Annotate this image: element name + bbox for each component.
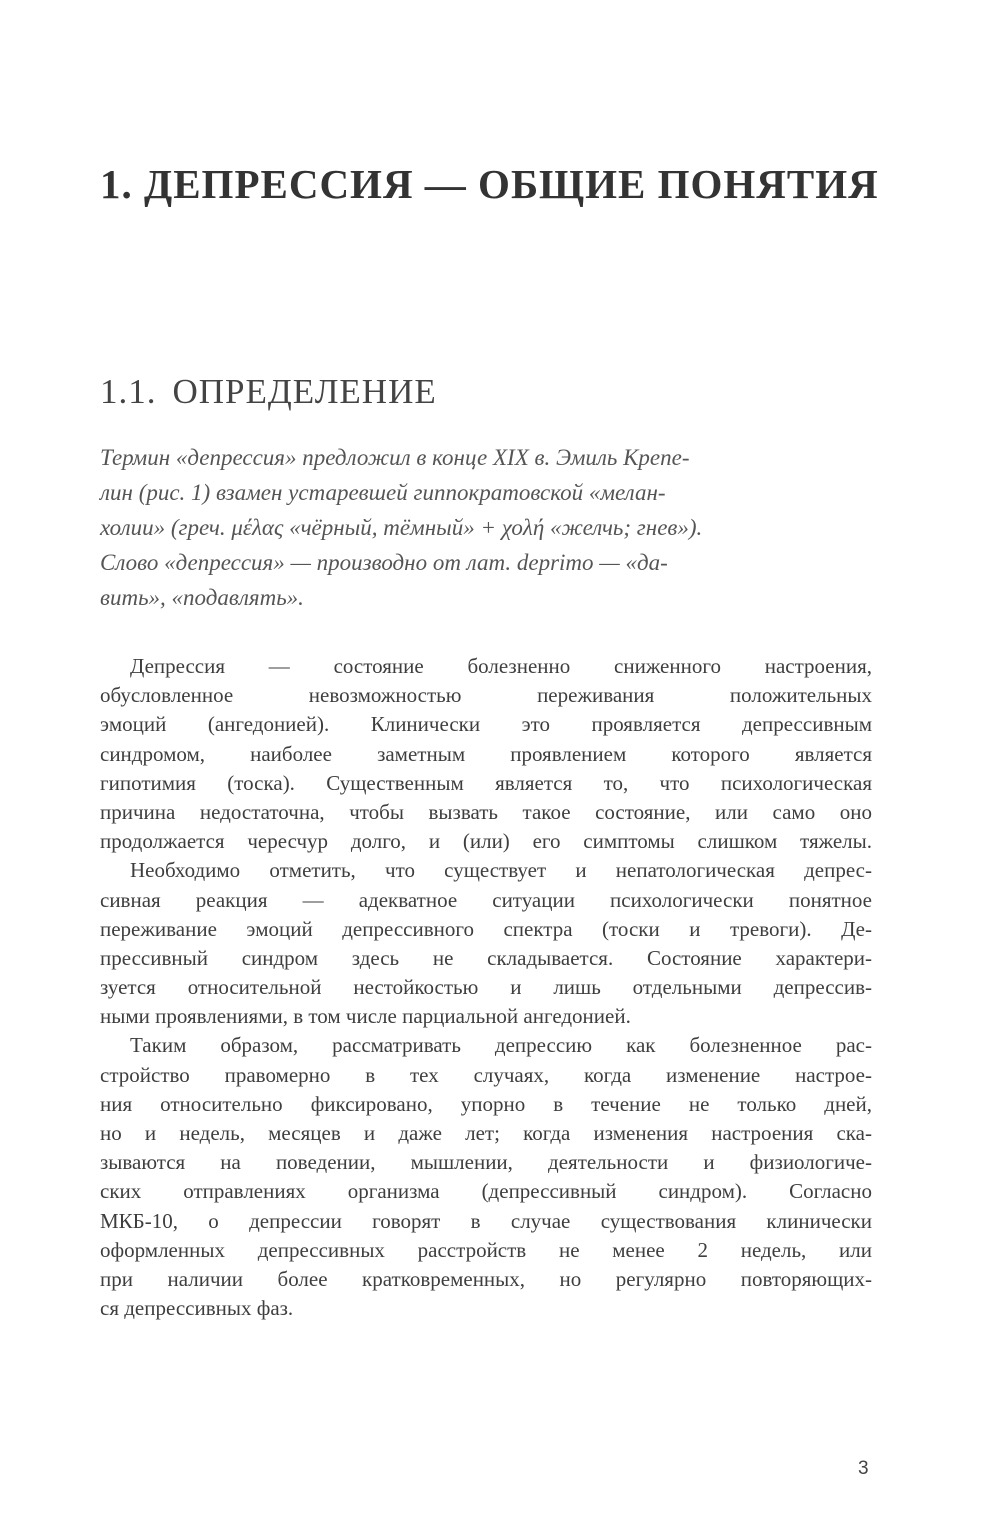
text-line: оформленных депрессивных расстройств не менее 2 недель, или [100, 1237, 872, 1262]
text-line: эмоций (ангедонией). Клинически это проявляется депрессивным [100, 712, 872, 737]
paragraph-2 [100, 856, 872, 1031]
text-line: переживание эмоций депрессивного спектра (тоски и тревоги). Де- [100, 916, 872, 941]
text-line: МКБ-10, о депрессии говорят в случае существования клинически [100, 1208, 872, 1233]
text-line: ния относительно фиксировано, упорно в течение не только дней, [100, 1091, 872, 1116]
text-line: Таким образом, рассматривать депрессию как болезненное рас- [130, 1033, 872, 1058]
text-line: продолжается чересчур долго, и (или) его симптомы слишком тяжелы. [100, 829, 872, 854]
abstract-line: вить», «подавлять». [100, 585, 304, 610]
paragraph-1 [100, 652, 872, 856]
abstract-line: холии» (греч. μέλας «чёрный, тёмный» + χολή «желчь; гнев»). [100, 515, 703, 540]
text-line: сивная реакция — адекватное ситуации психологически понятное [100, 887, 872, 912]
text-line: Депрессия — состояние болезненно сниженного настроения, [130, 654, 872, 678]
text-line: стройство правомерно в тех случаях, когда изменение настрое- [100, 1062, 872, 1087]
section-title: ОПРЕДЕЛЕНИЕ [172, 372, 437, 411]
section-heading [100, 372, 437, 412]
page-number: 3 [858, 1458, 869, 1479]
text-line: при наличии более кратковременных, но регулярно повторяющих- [100, 1266, 872, 1291]
text-line: Необходимо отметить, что существует и непатологическая депрес- [130, 858, 872, 883]
text-line: ными проявлениями, в том числе парциальной ангедонией. [100, 1004, 631, 1029]
text-line: но и недель, месяцев и даже лет; когда изменения настроения ска- [100, 1121, 872, 1145]
text-line: зуется относительной нестойкостью и лишь отдельными депрессив- [100, 975, 872, 1000]
paragraph-3 [100, 1031, 872, 1323]
abstract-line: лин (рис. 1) взамен устаревшей гиппократовской «мелан- [100, 480, 666, 505]
text-line: причина недостаточна, чтобы вызвать такое состояние, или само оно [100, 799, 872, 824]
abstract-line: Термин «депрессия» предложил в конце XIX в. Эмиль Крепе- [100, 445, 690, 470]
abstract-line: Слово «депрессия» — производно от лат. deprimo — «да- [100, 550, 668, 575]
chapter-title: 1. ДЕПРЕССИЯ — ОБЩИЕ ПОНЯТИЯ [100, 161, 879, 207]
abstract-paragraph [100, 440, 820, 615]
text-line: зываются на поведении, мышлении, деятельности и физиологиче- [100, 1150, 872, 1175]
text-line: обусловленное невозможностью переживания положительных [100, 683, 872, 708]
section-number: 1.1. [100, 372, 157, 411]
text-line: ся депрессивных фаз. [100, 1296, 294, 1321]
text-line: ских отправлениях организма (депрессивный синдром). Согласно [100, 1179, 872, 1204]
body-text [100, 652, 872, 1323]
text-line: синдромом, наиболее заметным проявлением которого является [100, 741, 872, 766]
text-line: прессивный синдром здесь не складывается. Состояние характери- [100, 945, 872, 970]
text-line: гипотимия (тоска). Существенным является то, что психологическая [100, 770, 872, 795]
